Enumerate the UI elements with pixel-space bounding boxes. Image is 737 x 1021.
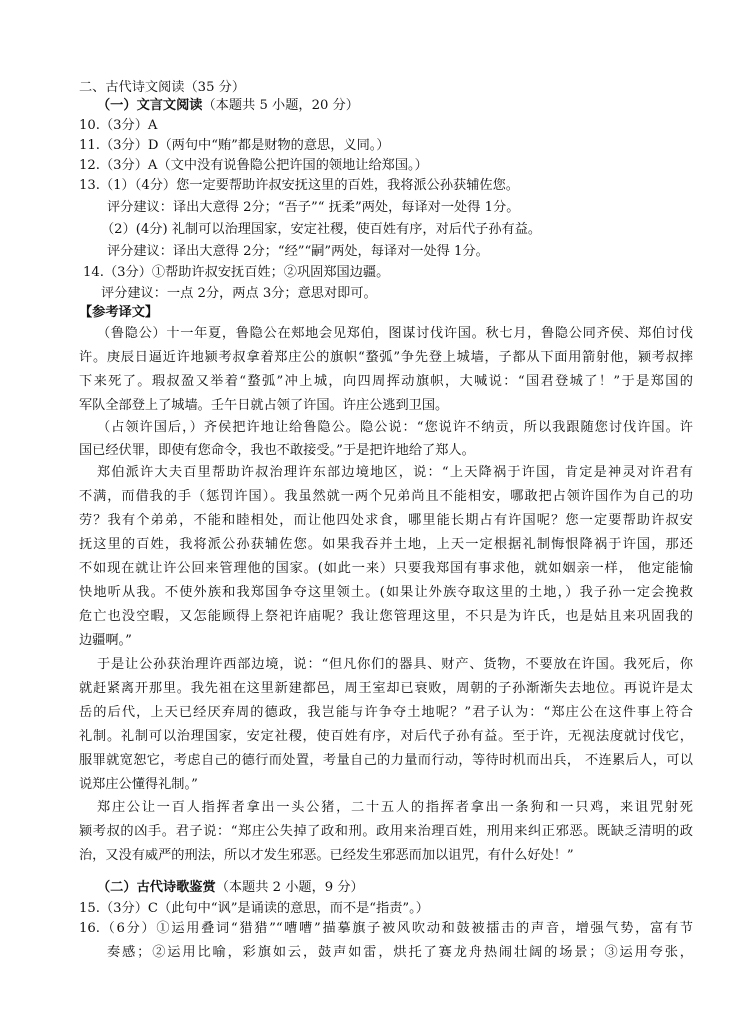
- translation-line: 说郑庄公懂得礼制。”: [79, 777, 198, 792]
- reference-translation-heading: 【参考译文】: [79, 305, 159, 320]
- translation-line: 礼制。礼制可以治理国家，安定社稷，使百姓有序，对后代子孙有益。至于许，无视法度就讨伐它，: [79, 729, 693, 744]
- answer-q16-line1: 16.（6分）①运用叠词“猎猎”“嘈嘈”描摹旗子被风吹动和鼓被擂击的声音，增强气势，富有节: [79, 921, 693, 936]
- translation-line: 危亡也没空暇，又怎能顾得上祭祀许庙呢？我让您管理这里，不只是为许氏，也是姑且来巩固我的: [79, 609, 693, 624]
- scoring-note-q14: 评分建议：一点 2分，两点 3分；意思对即可。: [101, 286, 377, 301]
- answer-q15: 15.（3分）C（此句中“讽”是诵读的意思，而不是“指责”。）: [79, 901, 429, 916]
- translation-line: 治，又没有威严的刑法，所以才发生邪恶。已经发生邪恶而加以诅咒，有什么好处！”: [79, 848, 574, 863]
- translation-line: 就赶紧离开那里。我先祖在这里新建都邑，周王室却已衰败，周朝的子孙渐渐失去地位。再说许是太: [79, 681, 693, 696]
- subsection-title: 古代诗歌鉴赏: [136, 880, 216, 895]
- answer-q10: 10.（3分）A: [79, 118, 158, 133]
- answer-q14: 14.（3分）①帮助许叔安抚百姓；②巩固郑国边疆。: [83, 265, 390, 280]
- answer-q12: 12.（3分）A（文中没有说鲁隐公把许国的领地让给郑国。）: [79, 158, 428, 173]
- translation-line: 郑庄公让一百人指挥者拿出一头公猪，二十五人的指挥者拿出一条狗和一只鸡，来诅咒射死: [97, 800, 693, 815]
- subsection-heading-classical-prose: [97, 97, 359, 115]
- answer-q11: 11.（3分）D（两句中“贿”都是财物的意思，义同。）: [79, 138, 390, 153]
- translation-line: 抚这里的百姓，我将派公孙获辅佐您。如果我吞并土地，上天一定根据礼制悔恨降祸于许国，那还: [79, 537, 693, 552]
- answer-q13-2: （2）(4分) 礼制可以治理国家，安定社稷，使百姓有序，对后代子孙有益。: [101, 222, 542, 237]
- translation-line: 岳的后代，上天已经厌弃周的德政，我岂能与许争夺土地呢？”君子认为：“郑庄公在这件事上符合: [79, 705, 693, 720]
- scoring-note-q13-1: 评分建议：译出大意得 2分；“吾子”“ 抚柔”两处，每译对一处得 1分。: [107, 200, 520, 215]
- section-title: 二、古代诗文阅读（35 分）: [79, 80, 246, 95]
- answer-q16-line2: 奏感；②运用比喻，彩旗如云，鼓声如雷，烘托了赛龙舟热闹壮阔的场景；③运用夸张，: [107, 945, 693, 960]
- translation-line: 国已经伏罪，即使有您命令，我也不敢接受。”于是把许地给了郑人。: [79, 443, 475, 458]
- translation-line: 军队全部登上了城墙。壬午日就占领了许国。许庄公逃到卫国。: [79, 398, 449, 413]
- translation-line: （鲁隐公）十一年夏，鲁隐公在郏地会见郑伯，图谋讨伐许国。秋七月，鲁隐公同齐侯、郑伯讨伐: [97, 326, 693, 341]
- subsection-title: 文言文阅读: [136, 98, 203, 113]
- translation-line: （占领许国后，）齐侯把许地让给鲁隐公。隐公说：“您说许不纳贡，所以我跟随您讨伐许国。许: [97, 420, 693, 435]
- translation-line: 许。庚辰日逼近许地颍考叔拿着郑庄公的旗帜“蝥弧”争先登上城墙，子都从下面用箭射他，颍考叔摔: [79, 350, 693, 365]
- translation-line: 劳？我有个弟弟，不能和睦相处，而让他四处求食，哪里能长期占有许国呢？您一定要帮助许叔安: [79, 513, 693, 528]
- subsection-detail: （本题共 5 小题，20 分）: [202, 98, 359, 113]
- translation-line: 服罪就宽恕它，考虑自己的德行而处置，考量自己的力量而行动，等待时机而出兵， 不连累后人，可以: [79, 753, 693, 768]
- translation-line: 颍考叔的凶手。君子说：“郑庄公失掉了政和刑。政用来治理百姓，刑用来纠正邪恶。既缺乏清明的政: [79, 824, 693, 839]
- translation-line: 不满，而借我的手（惩罚许国）。我虽然就一两个兄弟尚且不能相安，哪敢把占领许国作为自己的功: [79, 489, 693, 504]
- translation-line: 不如现在就让许公回来管理他的国家。(如此一来）只要我郑国有事求他，就如姻亲一样， 他定能愉: [79, 561, 693, 576]
- translation-line: 于是让公孙获治理许西部边境，说：“但凡你们的器具、财产、货物，不要放在许国。我死后，你: [97, 657, 693, 672]
- translation-line: 下来死了。瑕叔盈又举着“蝥弧”冲上城，向四周挥动旗帜，大喊说：“国君登城了！”于是郑国的: [79, 374, 693, 389]
- subsection-detail: （本题共 2 小题，9 分）: [215, 880, 364, 895]
- subsection-heading-poetry: [97, 879, 364, 897]
- subsection-prefix: （二）: [97, 880, 137, 895]
- subsection-prefix: （一）: [97, 98, 137, 113]
- translation-line: 边疆啊。”: [79, 633, 132, 648]
- translation-line: 快地听从我。不使外族和我郑国争夺这里领土。(如果让外族夺取这里的土地，）我子孙一定会挽救: [79, 585, 693, 600]
- translation-line: 郑伯派许大夫百里帮助许叔治理许东部边境地区，说：“上天降祸于许国，肯定是神灵对许君有: [97, 465, 693, 480]
- scoring-note-q13-2: 评分建议：译出大意得 2分；“经”“嗣”两处，每译对一处得 1分。: [107, 244, 489, 259]
- answer-q13-1: 13.（1）（4分）您一定要帮助许叔安抚这里的百姓，我将派公孙获辅佐您。: [79, 178, 519, 193]
